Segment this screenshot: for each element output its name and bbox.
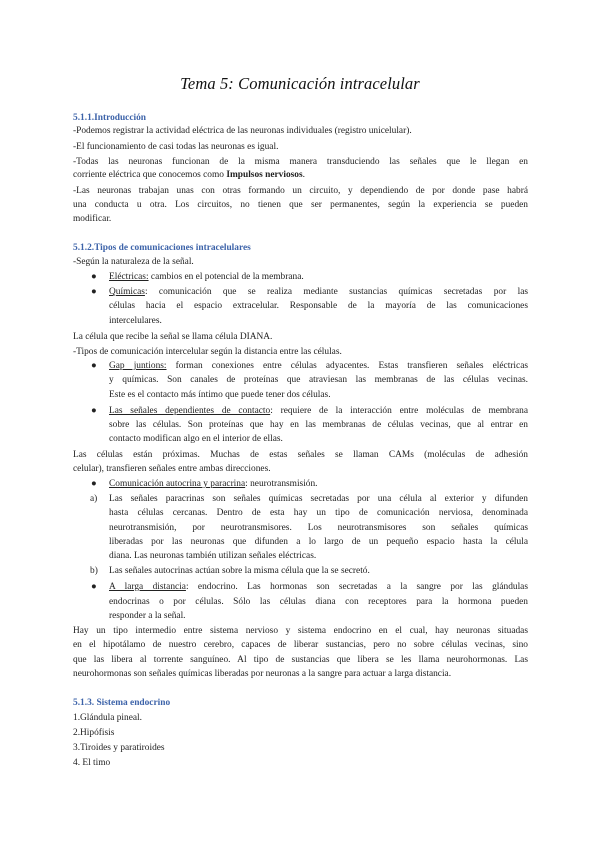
term: A larga distancia	[109, 582, 186, 592]
list-item: 4. El timo	[73, 758, 111, 768]
paragraph-line: neurohormonas son señales químicas liberadas por neuronas a la sangre para actuar a larga distancia.	[73, 669, 452, 679]
section-heading-sistema-endocrino: 5.1.3. Sistema endocrino	[73, 698, 171, 708]
bullet-icon: ●	[91, 406, 97, 416]
text-span: : requiere de la interacción entre moléculas de membrana	[270, 406, 529, 416]
paragraph-line: celular), transfieren señales entre ambas direcciones.	[73, 464, 271, 474]
paragraph-line: Hay un tipo intermedio entre sistema nervioso y sistema endocrino en el cual, hay neuronas situadas	[73, 626, 528, 636]
paragraph-line: hasta células cercanas. Dentro de esta hay un tipo de comunicación nerviosa, denominada	[109, 508, 528, 518]
text-span: .	[302, 170, 305, 180]
paragraph-line: -Todas las neuronas funcionan de la misma manera transduciendo las señales que le llegan en	[73, 157, 528, 167]
term: Comunicación autocrina y paracrina	[109, 479, 246, 489]
paragraph-line: intercelulares.	[109, 316, 162, 326]
list-item	[109, 405, 528, 417]
paragraph-line: liberadas por las neuronas que difunden a lo largo de un pequeño espacio hasta la célula	[109, 537, 528, 547]
paragraph-line: neurotransmisión, por neurotransmisores. Los neurotransmisores son señales químicas	[109, 523, 528, 533]
text-span: : comunicación que se realiza mediante sustancias químicas secretadas por las	[144, 287, 528, 297]
text-span: cambios en el potencial de la membrana.	[148, 272, 304, 282]
bullet-icon: ●	[91, 272, 97, 282]
paragraph-line: modificar.	[73, 214, 112, 224]
list-item	[109, 360, 528, 372]
paragraph-line: células hacia el espacio extracelular. Responsable de la mayoría de las comunicaciones	[109, 301, 528, 311]
paragraph-line: -Según la naturaleza de la señal.	[73, 257, 194, 267]
text-span: corriente eléctrica que conocemos como	[73, 170, 227, 180]
list-item: 2.Hipófisis	[73, 728, 115, 738]
paragraph-line: que las libera al torrente sanguíneo. Al tipo de sustancias que libera se les llama neurohormonas. Las	[73, 655, 528, 665]
text-span: : endocrino. Las hormonas son secretadas a la sangre por las glándulas	[185, 582, 528, 592]
text-span: forman conexiones entre células adyacentes. Estas transfieren señales eléctricas	[166, 361, 528, 371]
paragraph-line: diana. Las neuronas también utilizan señales eléctricas.	[109, 551, 317, 561]
section-heading-tipos: 5.1.2.Tipos de comunicaciones intracelulares	[73, 243, 251, 253]
paragraph-line: en el hipotálamo de nuestro cerebro, capaces de liberar sustancias, pero no sobre células vecinas, sino	[73, 640, 528, 650]
paragraph-line: Este es el contacto más íntimo que puede tener dos células.	[109, 390, 331, 400]
list-item	[109, 478, 318, 490]
paragraph-line: endocrinas o por células. Sólo las células diana con receptores para la hormona pueden	[109, 597, 528, 607]
paragraph-line: -El funcionamiento de casi todas las neuronas es igual.	[73, 142, 279, 152]
paragraph-line: una conducta u otra. Los circuitos, no tienen que ser permanentes, según la experiencia se pueden	[73, 200, 528, 210]
bullet-icon: ●	[91, 479, 97, 489]
list-item	[109, 271, 304, 283]
paragraph-line: y químicas. Son canales de proteínas que atraviesan las membranas de las células vecinas.	[109, 375, 528, 385]
list-item	[109, 286, 528, 298]
term: Químicas	[109, 287, 145, 297]
list-item: 1.Glándula pineal.	[73, 713, 142, 723]
bullet-icon: ●	[91, 287, 97, 297]
bold-term: Impulsos nerviosos	[226, 170, 303, 180]
paragraph-line: responder a la señal.	[109, 611, 186, 621]
paragraph-line: -Podemos registrar la actividad eléctrica de las neuronas individuales (registro unicelular).	[73, 126, 412, 136]
paragraph-line: Las señales autocrinas actúan sobre la misma célula que la se secretó.	[109, 566, 370, 576]
list-item: 3.Tiroides y paratiroides	[73, 743, 165, 753]
list-marker: b)	[90, 566, 98, 576]
list-item	[109, 581, 528, 593]
document-title: Tema 5: Comunicación intracelular	[180, 74, 420, 93]
paragraph-line: -Tipos de comunicación intercelular según la distancia entre las células.	[73, 347, 342, 357]
list-marker: a)	[90, 494, 98, 504]
paragraph-line: Las señales paracrinas son señales químicas secretadas por una célula al exterior y difunden	[109, 494, 528, 504]
paragraph-line: La célula que recibe la señal se llama célula DIANA.	[73, 332, 273, 342]
paragraph-line: Las células están próximas. Muchas de estas señales se llaman CAMs (moléculas de adhesión	[73, 450, 528, 460]
paragraph-line: contacto modifican algo en el interior de ellas.	[109, 434, 283, 444]
text-span: : neurotransmisión.	[245, 479, 318, 489]
bullet-icon: ●	[91, 582, 97, 592]
term: Gap juntions:	[109, 361, 167, 371]
paragraph-line: sobre las células. Son proteínas que hay en las membranas de células vecinas, que al entrar en	[109, 420, 528, 430]
paragraph-line	[73, 169, 305, 181]
paragraph-line: -Las neuronas trabajan unas con otras formando un circuito, y dependiendo de por donde pase habrá	[73, 186, 528, 196]
term: Las señales dependientes de contacto	[109, 406, 271, 416]
bullet-icon: ●	[91, 361, 97, 371]
term: Eléctricas:	[109, 272, 149, 282]
section-heading-introduccion: 5.1.1.Introducción	[73, 113, 147, 123]
